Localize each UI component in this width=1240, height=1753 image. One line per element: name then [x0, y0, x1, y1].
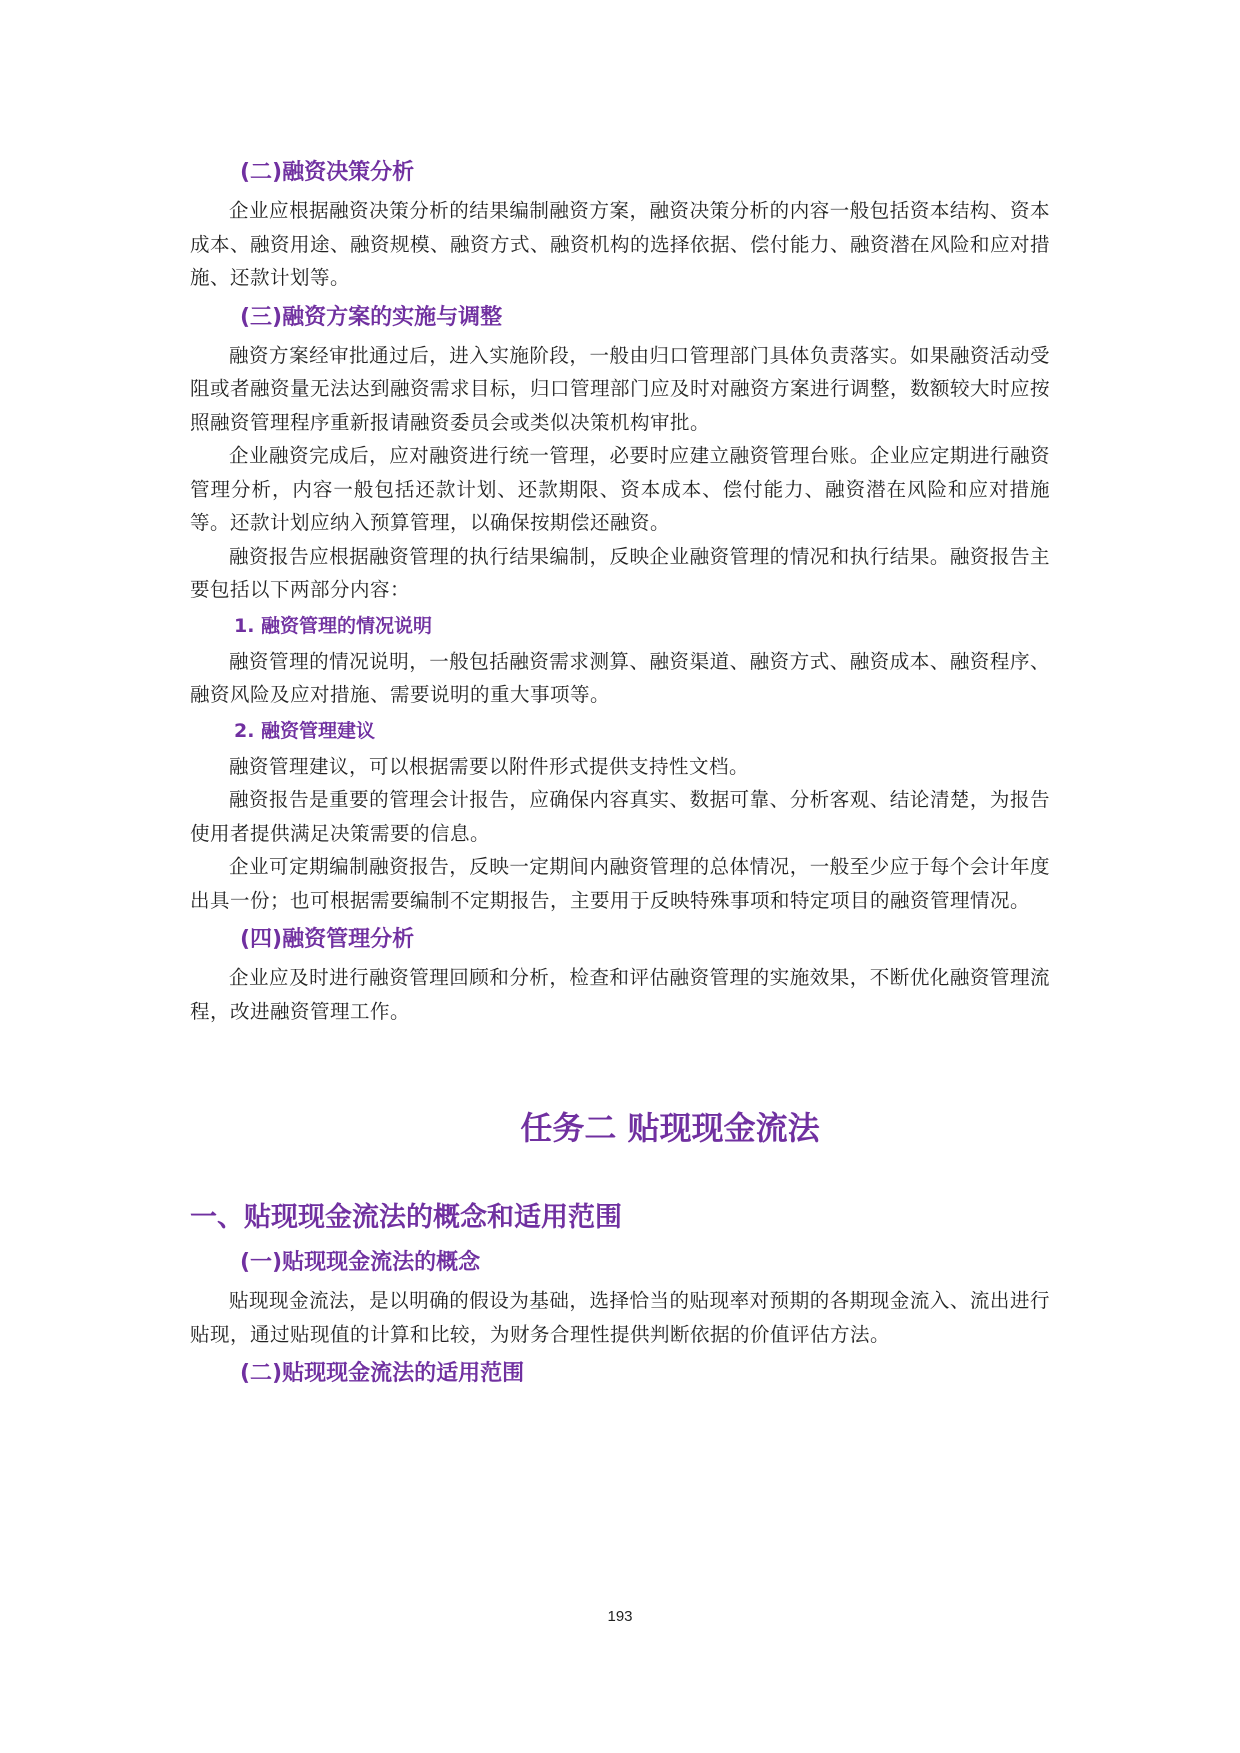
- paragraph: 企业可定期编制融资报告，反映一定期间内融资管理的总体情况，一般至少应于每个会计年度出具一份；也可根据需要编制不定期报告，主要用于反映特殊事项和特定项目的融资管理情况。: [190, 855, 1050, 912]
- paragraph: 融资管理的情况说明，一般包括融资需求测算、融资渠道、融资方式、融资成本、融资程序、融资风险及应对措施、需要说明的重大事项等。: [190, 649, 1050, 706]
- paragraph: 融资方案经审批通过后，进入实施阶段，一般由归口管理部门具体负责落实。如果融资活动受阻或者融资量无法达到融资需求目标，归口管理部门应及时对融资方案进行调整，数额较大时应按照融资管理程序重新报请融资委员会或类似决策机构审批。: [190, 343, 1051, 434]
- section-heading: (二)贴现现金流法的适用范围: [240, 1361, 525, 1386]
- page-body: [190, 150, 1050, 1395]
- section-heading: (二)融资决策分析: [240, 160, 415, 185]
- paragraph: 企业应及时进行融资管理回顾和分析，检查和评估融资管理的实施效果，不断优化融资管理流程，改进融资管理工作。: [190, 966, 1050, 1023]
- section-heading: (一)贴现现金流法的概念: [240, 1250, 481, 1275]
- subsection-heading: 2. 融资管理建议: [234, 719, 376, 742]
- chapter-heading: 一、贴现现金流法的概念和适用范围: [190, 1202, 622, 1233]
- paragraph: 融资报告应根据融资管理的执行结果编制，反映企业融资管理的情况和执行结果。融资报告主要包括以下两部分内容：: [190, 544, 1050, 601]
- page-number: 193: [607, 1608, 633, 1625]
- section-heading: (四)融资管理分析: [240, 927, 415, 952]
- task-title: 任务二 贴现现金流法: [520, 1109, 820, 1147]
- paragraph: 企业应根据融资决策分析的结果编制融资方案，融资决策分析的内容一般包括资本结构、资本成本、融资用途、融资规模、融资方式、融资机构的选择依据、偿付能力、融资潜在风险和应对措施、还款计划等。: [190, 199, 1051, 289]
- subsection-heading: 1. 融资管理的情况说明: [234, 614, 433, 637]
- paragraph: 融资管理建议，可以根据需要以附件形式提供支持性文档。: [229, 754, 750, 778]
- paragraph: 融资报告是重要的管理会计报告，应确保内容真实、数据可靠、分析客观、结论清楚，为报告使用者提供满足决策需要的信息。: [190, 788, 1050, 845]
- paragraph: 企业融资完成后，应对融资进行统一管理，必要时应建立融资管理台账。企业应定期进行融资管理分析，内容一般包括还款计划、还款期限、资本成本、偿付能力、融资潜在风险和应对措施等。还款计划应纳入预算管理，以确保按期偿还融资。: [190, 444, 1050, 534]
- paragraph: 贴现现金流法，是以明确的假设为基础，选择恰当的贴现率对预期的各期现金流入、流出进行贴现，通过贴现值的计算和比较，为财务合理性提供判断依据的价值评估方法。: [190, 1289, 1050, 1346]
- section-heading: (三)融资方案的实施与调整: [240, 304, 503, 330]
